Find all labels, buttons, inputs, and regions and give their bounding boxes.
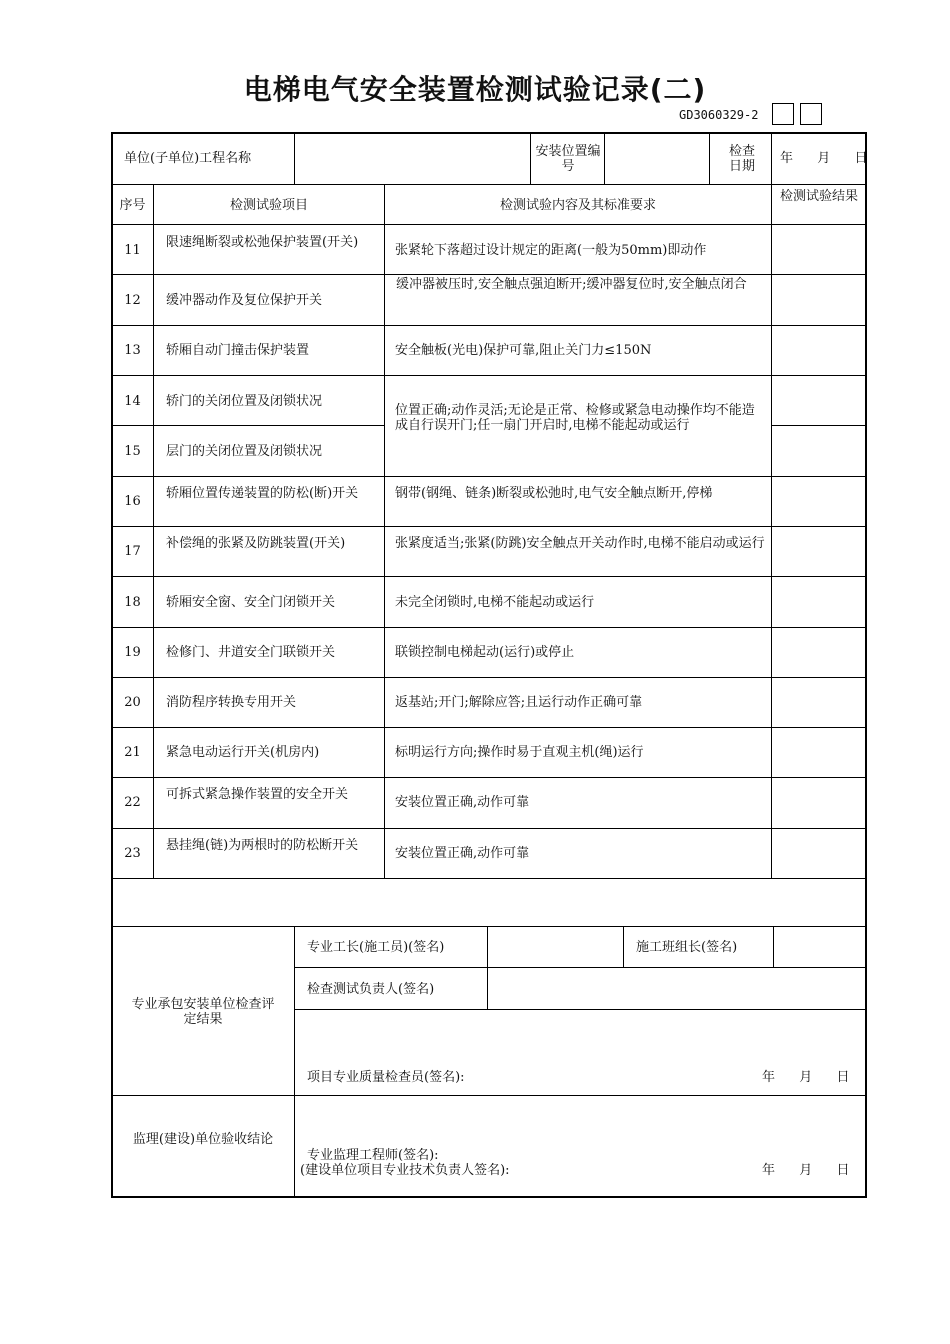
row-item: 轿厢位置传递装置的防松(断)开关	[166, 486, 359, 501]
supervision-engineer-label: 专业监理工程师(签名):	[307, 1148, 439, 1163]
row-no: 17	[124, 544, 141, 559]
row-item: 检修门、井道安全门联锁开关	[166, 645, 336, 660]
install-position-field[interactable]	[605, 133, 708, 183]
row-content: 张紧度适当;张紧(防跳)安全触点开关动作时,电梯不能启动或运行	[395, 536, 765, 551]
tester-signature-label: 检查测试负责人(签名)	[307, 982, 435, 997]
row-content: 安装位置正确,动作可靠	[395, 795, 530, 810]
row-content: 联锁控制电梯起动(运行)或停止	[395, 645, 575, 660]
row-content: 位置正确;动作灵活;无论是正常、检修或紧急电动操作均不能造成自行误开门;任一扇门开启时,电梯不能起动或运行	[395, 403, 755, 433]
row-content: 缓冲器被压时,安全触点强迫断开;缓冲器复位时,安全触点闭合	[396, 277, 747, 292]
row-item: 限速绳断裂或松弛保护装置(开关)	[166, 235, 359, 250]
foreman-signature-label: 专业工长(施工员)(签名)	[307, 940, 445, 955]
supervisor-date[interactable]: 年 月 日	[762, 1163, 850, 1178]
row-item: 紧急电动运行开关(机房内)	[166, 745, 320, 760]
row-content: 钢带(钢绳、链条)断裂或松弛时,电气安全触点断开,停梯	[395, 486, 713, 501]
col-content: 检测试验内容及其标准要求	[499, 198, 656, 213]
col-item: 检测试验项目	[229, 198, 308, 213]
row-no: 21	[124, 745, 141, 760]
code-box-1[interactable]	[772, 103, 794, 125]
row-content: 未完全闭锁时,电梯不能起动或运行	[395, 595, 595, 610]
row-no: 18	[124, 595, 141, 610]
col-seq: 序号	[119, 198, 146, 213]
owner-representative-label: (建设单位项目专业技术负责人签名):	[300, 1163, 510, 1178]
form-title: 电梯电气安全装置检测试验记录(二)	[243, 73, 707, 106]
row-item: 补偿绳的张紧及防跳装置(开关)	[166, 536, 346, 551]
row-no: 23	[124, 846, 141, 861]
project-name-label: 单位(子单位)工程名称	[124, 151, 252, 166]
row-no: 15	[124, 444, 141, 459]
project-name-field[interactable]	[295, 133, 529, 183]
row-item: 层门的关闭位置及闭锁状况	[166, 444, 323, 459]
row-no: 12	[124, 293, 141, 308]
team-leader-signature-field[interactable]	[774, 927, 865, 966]
install-position-label: 安装位置编号	[535, 144, 601, 174]
row-content: 张紧轮下落超过设计规定的距离(一般为50mm)即动作	[395, 243, 707, 258]
row-item: 可拆式紧急操作装置的安全开关	[166, 787, 349, 802]
row-item: 缓冲器动作及复位保护开关	[166, 293, 323, 308]
form-code: GD3060329-2	[679, 108, 759, 122]
row-no: 14	[124, 394, 141, 409]
row-content: 返基站;开门;解除应答;且运行动作正确可靠	[395, 695, 643, 710]
row-item: 悬挂绳(链)为两根时的防松断开关	[166, 838, 359, 853]
team-leader-signature-label: 施工班组长(签名)	[636, 940, 738, 955]
quality-inspector-label: 项目专业质量检查员(签名):	[307, 1070, 465, 1085]
row-item: 轿厢安全窗、安全门闭锁开关	[166, 595, 336, 610]
code-box-2[interactable]	[800, 103, 822, 125]
check-date-label: 检查日期	[728, 144, 755, 174]
row-item: 消防程序转换专用开关	[166, 695, 297, 710]
contractor-date[interactable]: 年 月 日	[762, 1070, 850, 1085]
col-result: 检测试验结果	[779, 189, 858, 204]
foreman-signature-field[interactable]	[488, 927, 622, 966]
tester-signature-field[interactable]	[488, 968, 865, 1008]
check-date-value[interactable]: 年 月 日	[780, 151, 868, 166]
row-content: 安全触板(光电)保护可靠,阻止关门力≤150N	[395, 343, 652, 358]
supervisor-label: 监理(建设)单位验收结论	[132, 1132, 274, 1147]
row-no: 22	[124, 795, 141, 810]
row-no: 19	[124, 645, 141, 660]
row-no: 16	[124, 494, 141, 509]
row-content: 标明运行方向;操作时易于直观主机(绳)运行	[395, 745, 644, 760]
row-item: 轿厢自动门撞击保护装置	[166, 343, 310, 358]
row-content: 安装位置正确,动作可靠	[395, 846, 530, 861]
row-no: 13	[124, 343, 141, 358]
contractor-label: 专业承包安装单位检查评定结果	[131, 997, 275, 1027]
row-no: 20	[124, 695, 141, 710]
row-item: 轿门的关闭位置及闭锁状况	[166, 394, 323, 409]
row-no: 11	[124, 243, 141, 258]
